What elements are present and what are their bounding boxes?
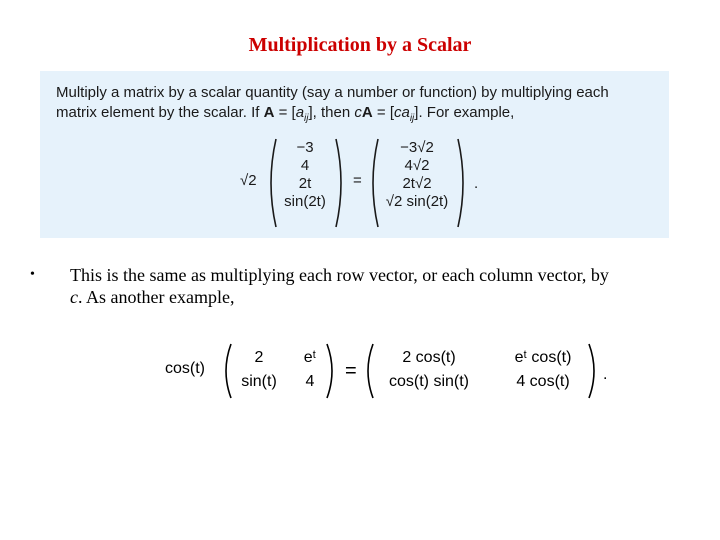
ex2-r21: cos(t) sin(t): [389, 373, 469, 390]
ex2-r22: 4 cos(t): [516, 373, 570, 390]
ex2-left-col2: [295, 346, 325, 394]
right-entry-3: 2t√2: [402, 175, 432, 192]
callout-text: [56, 83, 656, 129]
example2-scalar: cos(t): [165, 360, 205, 377]
right-entry-1: −3√2: [400, 139, 434, 156]
ex2-r11: 2 cos(t): [402, 349, 456, 366]
ex2-right-col2: [499, 346, 587, 394]
callout-line-1: Multiply a matrix by a scalar quantity (say a number or function) by multiplying each: [56, 84, 609, 101]
ex2-right-paren-close: [587, 342, 599, 400]
ex2-equals: =: [345, 360, 357, 382]
right-entry-2: 4√2: [404, 157, 430, 174]
slide-title: Multiplication by a Scalar: [248, 34, 472, 56]
ex2-l21: sin(t): [241, 373, 277, 390]
bullet-text: This is the same as multiplying each row vector, or each column vector, by c. As another example,: [70, 265, 609, 307]
example-period: .: [474, 175, 479, 192]
ex2-period: .: [603, 366, 608, 383]
left-vector: [274, 139, 336, 211]
right-paren-close: [456, 137, 468, 229]
left-entry-3: 2t: [298, 175, 312, 192]
ex2-l11: 2: [254, 349, 264, 366]
callout-box: [40, 71, 669, 238]
scalar-sqrt2: √2: [240, 172, 257, 189]
bullet-icon: •: [30, 267, 35, 282]
ex2-left-col1: [231, 346, 287, 394]
ex2-l22: 4: [305, 373, 315, 390]
left-entry-2: 4: [300, 157, 310, 174]
left-entry-1: −3: [296, 139, 314, 156]
ex2-left-paren-close: [325, 342, 337, 400]
callout-line-2: matrix element by the scalar. If $A = [a_{ij}]$, then cA = $[ca_{ij}]$. For example,: [56, 104, 515, 124]
scalar-example-equation: [240, 135, 500, 235]
left-paren-close: [334, 137, 346, 229]
left-entry-4: sin(2t): [284, 193, 326, 210]
ex2-l12: eᵗ: [303, 349, 317, 366]
scalar-example-2: [165, 340, 615, 402]
right-vector: [376, 139, 458, 211]
ex2-right-col1: [371, 346, 487, 394]
equals-sign: =: [353, 172, 362, 189]
right-entry-4: √2 sin(2t): [385, 193, 449, 210]
ex2-r12: eᵗ cos(t): [514, 349, 572, 366]
